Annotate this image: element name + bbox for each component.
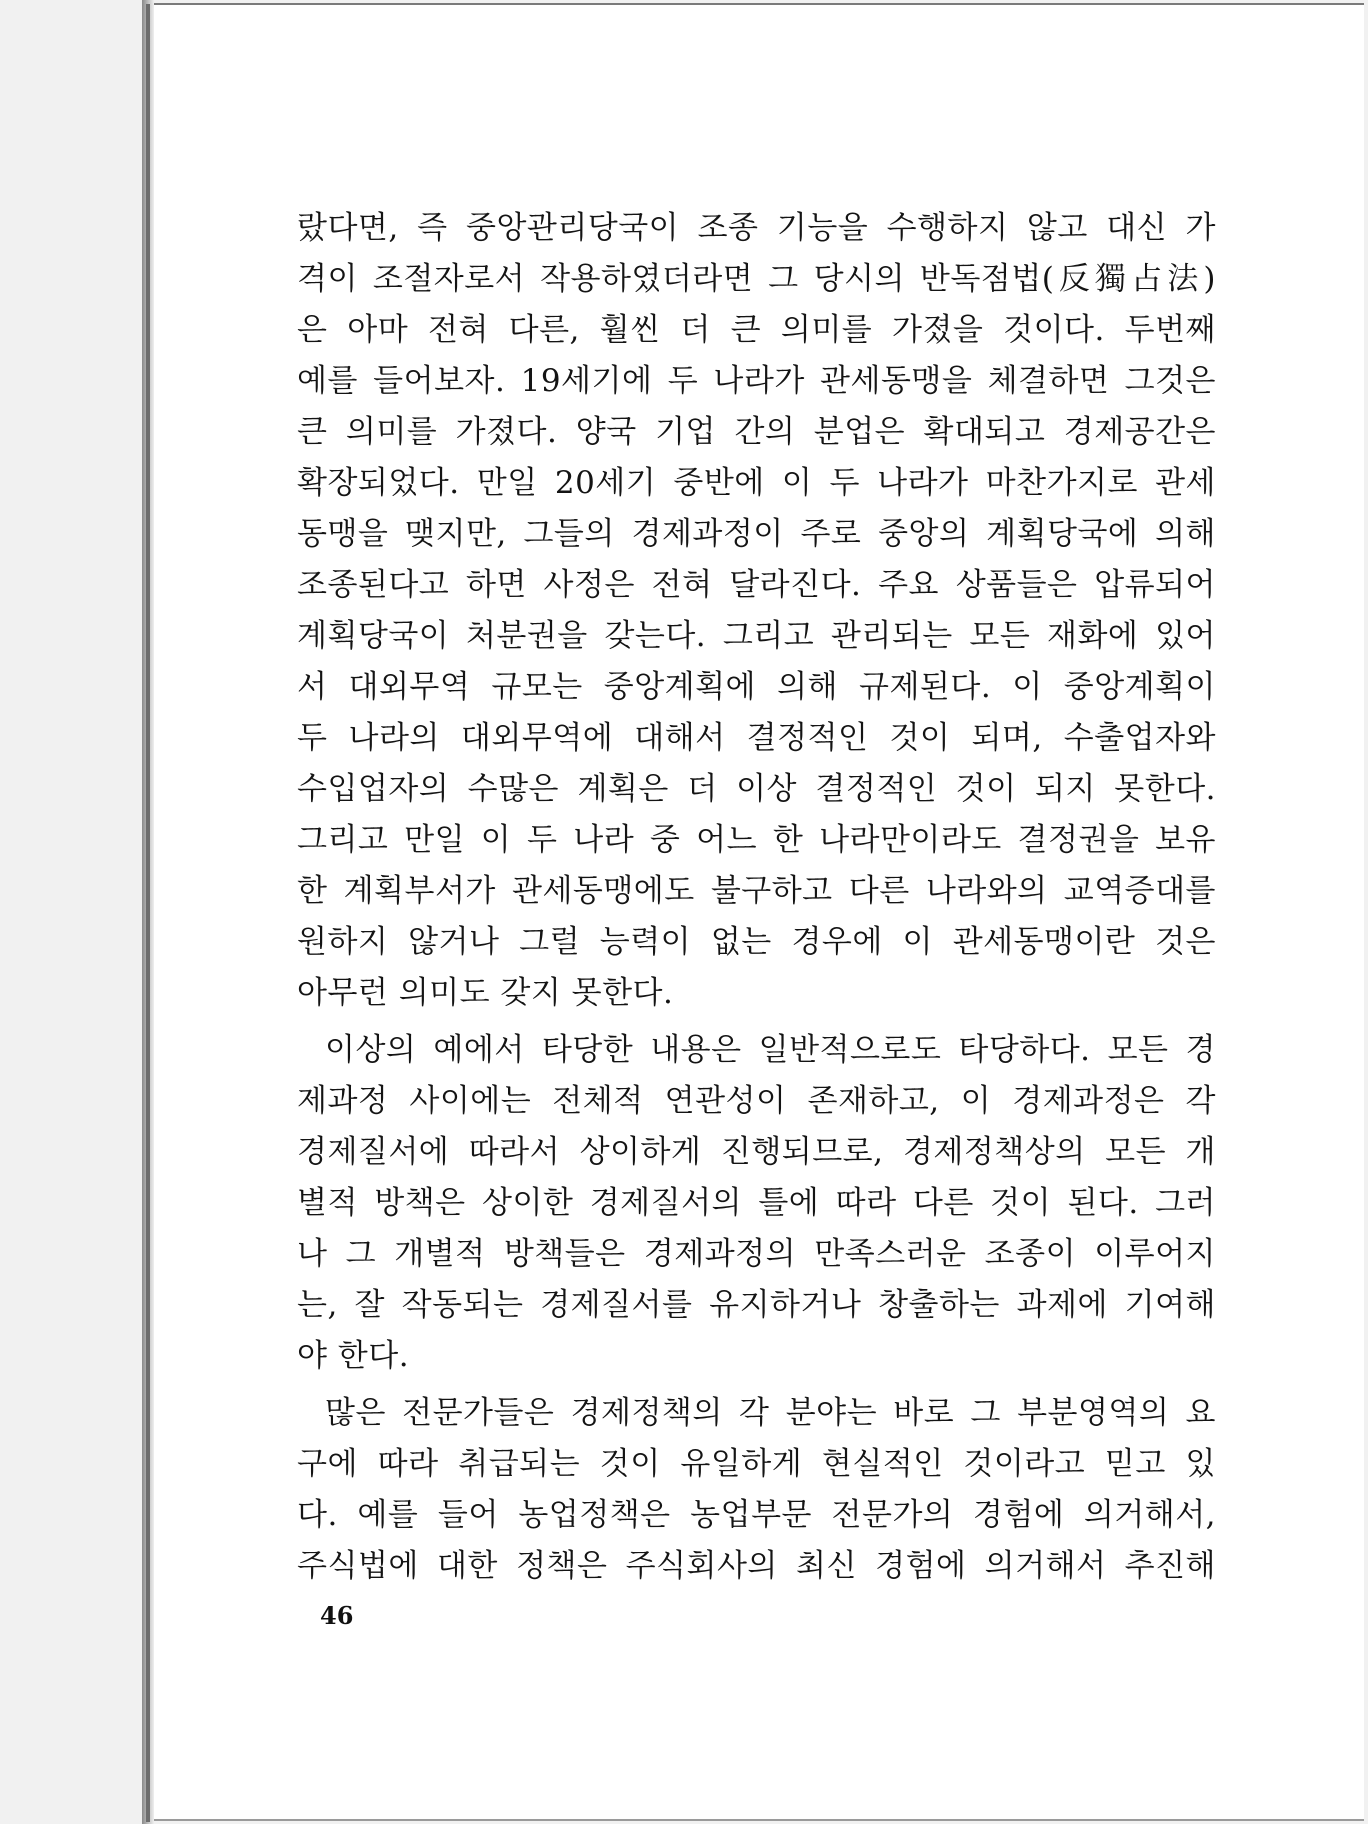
text-line: 랐다면, 즉 중앙관리당국이 조종 기능을 수행하지 않고 대신 가: [297, 210, 1216, 246]
book-page: [154, 3, 1364, 1821]
text-line: 원하지 않거나 그럴 능력이 없는 경우에 이 관세동맹이란 것은: [297, 924, 1216, 960]
text-line: 경제질서에 따라서 상이하게 진행되므로, 경제정책상의 모든 개: [297, 1134, 1216, 1170]
text-line: 제과정 사이에는 전체적 연관성이 존재하고, 이 경제과정은 각: [297, 1083, 1216, 1119]
text-line: 확장되었다. 만일 20세기 중반에 이 두 나라가 마찬가지로 관세: [297, 465, 1216, 501]
text-line: 예를 들어보자. 19세기에 두 나라가 관세동맹을 체결하면 그것은: [297, 363, 1216, 399]
text-line: 구에 따라 취급되는 것이 유일하게 현실적인 것이라고 믿고 있: [297, 1446, 1216, 1482]
text-line: 많은 전문가들은 경제정책의 각 분야는 바로 그 부분영역의 요: [325, 1395, 1216, 1431]
text-line: 그리고 만일 이 두 나라 중 어느 한 나라만이라도 결정권을 보유: [297, 822, 1216, 858]
paragraph: [297, 203, 1216, 1019]
text-line: 수입업자의 수많은 계획은 더 이상 결정적인 것이 되지 못한다.: [297, 771, 1216, 807]
text-line: 야 한다.: [297, 1338, 410, 1374]
text-line: 는, 잘 작동되는 경제질서를 유지하거나 창출하는 과제에 기여해: [297, 1287, 1216, 1323]
text-line: 나 그 개별적 방책들은 경제과정의 만족스러운 조종이 이루어지: [297, 1236, 1216, 1272]
text-line: 두 나라의 대외무역에 대해서 결정적인 것이 되며, 수출업자와: [297, 720, 1216, 756]
text-line: 동맹을 맺지만, 그들의 경제과정이 주로 중앙의 계획당국에 의해: [297, 516, 1216, 552]
text-line: 다. 예를 들어 농업정책은 농업부문 전문가의 경험에 의거해서,: [297, 1497, 1216, 1533]
text-line: 한 계획부서가 관세동맹에도 불구하고 다른 나라와의 교역증대를: [297, 873, 1216, 909]
text-line: 은 아마 전혀 다른, 훨씬 더 큰 의미를 가졌을 것이다. 두번째: [297, 312, 1216, 348]
text-line: 격이 조절자로서 작용하였더라면 그 당시의 반독점법(反獨占法): [297, 261, 1216, 297]
text-line: 계획당국이 처분권을 갖는다. 그리고 관리되는 모든 재화에 있어: [297, 618, 1216, 654]
text-line: 조종된다고 하면 사정은 전혀 달라진다. 주요 상품들은 압류되어: [297, 567, 1216, 603]
page-edge: [146, 4, 150, 1822]
paragraph: [297, 1025, 1216, 1382]
text-line: 큰 의미를 가졌다. 양국 기업 간의 분업은 확대되고 경제공간은: [297, 414, 1216, 450]
page-number: 46: [320, 1601, 354, 1630]
paragraph: [297, 1388, 1216, 1592]
text-line: 서 대외무역 규모는 중앙계획에 의해 규제된다. 이 중앙계획이: [297, 669, 1216, 705]
text-line: 별적 방책은 상이한 경제질서의 틀에 따라 다른 것이 된다. 그러: [297, 1185, 1216, 1221]
text-line: 주식법에 대한 정책은 주식회사의 최신 경험에 의거해서 추진해: [297, 1548, 1216, 1584]
text-line: 아무런 의미도 갖지 못한다.: [297, 975, 674, 1011]
body-text: [297, 203, 1216, 1592]
text-line: 이상의 예에서 타당한 내용은 일반적으로도 타당하다. 모든 경: [325, 1032, 1216, 1068]
